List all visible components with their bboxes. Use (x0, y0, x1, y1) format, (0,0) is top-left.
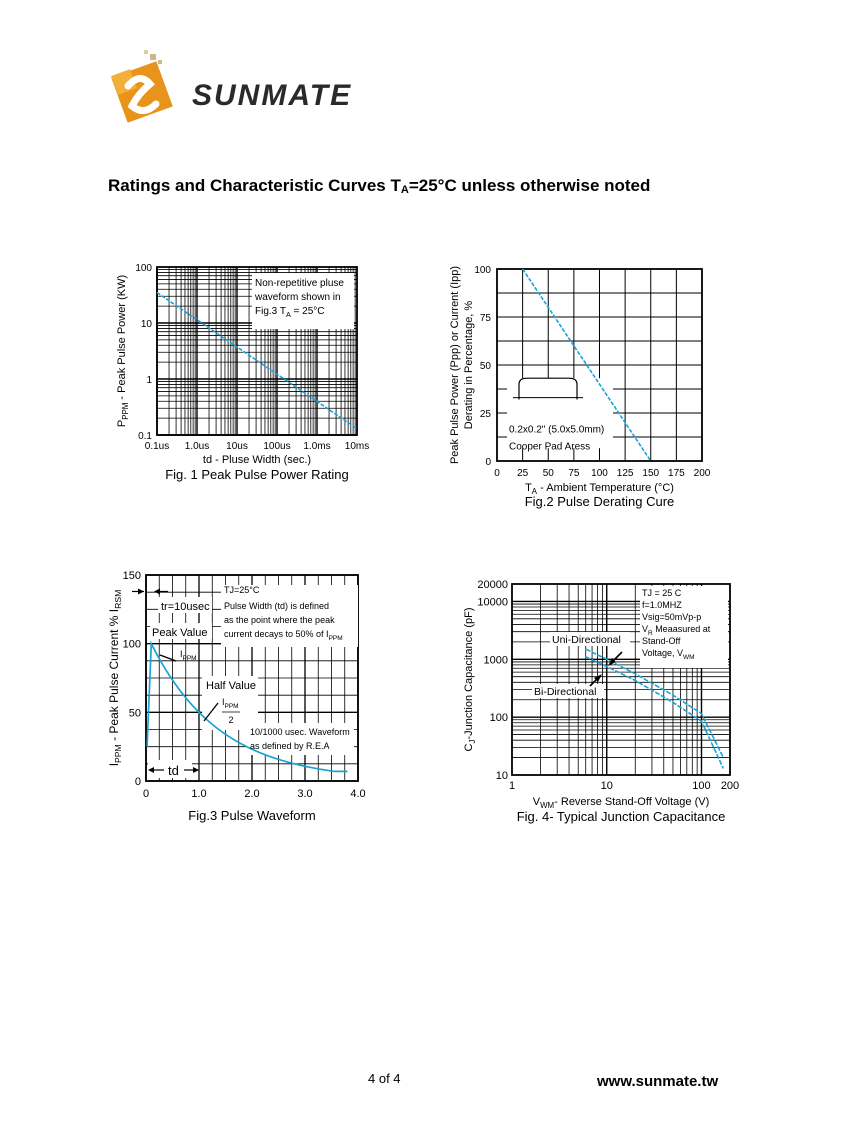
fig4-y-tick: 100 (489, 712, 508, 725)
fig1-x-tick: 10ms (344, 441, 370, 452)
fig2-x-tick: 175 (668, 468, 685, 479)
fig3-arrow-head-icon (193, 767, 199, 773)
fig4-x-tick: 10 (600, 780, 613, 792)
fig3-y-tick: 0 (134, 776, 141, 788)
fig2-annotation-line: 0.2x0.2" (5.0x5.0mm) (509, 424, 605, 436)
fig3-wave-line: 10/1000 usec. Waveform (250, 727, 350, 737)
fig2-annotation-bg (507, 378, 613, 448)
fig1-x-tick: 10us (226, 441, 248, 452)
sunmate-logo (100, 50, 370, 140)
fig3-tj-label: TJ=25°C (224, 585, 260, 595)
fig4-title: Fig. 4- Typical Junction Capacitance (516, 809, 726, 824)
fig3-title: Fig.3 Pulse Waveform (188, 808, 316, 823)
fig2-y-tick: 75 (479, 313, 491, 324)
fig4-x-tick: 1 (508, 780, 516, 792)
fig3-peak-arrow (160, 655, 176, 661)
fig3-pulse-waveform-chart (100, 565, 400, 830)
fig4-y-tick: 10000 (477, 596, 508, 609)
fig1-annotation-line: Fig.3 $T_A = 25^\circ C$ (255, 306, 325, 319)
fig4-y-tick: 10 (495, 770, 508, 782)
fig4-x-label: $V_{WM}-$ Reverse Stand-Off Voltage (V) (532, 796, 710, 810)
fig1-annotation-line: Non-repetitive pluse (255, 278, 344, 289)
fig1-peak-pulse-power-chart (100, 255, 400, 495)
fig4-x-tick: 100 (692, 780, 711, 792)
fig2-x-tick: 100 (591, 468, 608, 479)
fig2-x-tick: 25 (517, 468, 529, 479)
fig1-y-tick: 10 (140, 319, 152, 330)
fig4-x-tick: 200 (720, 780, 740, 792)
logo-mark-icon (111, 50, 173, 123)
fig2-y-tick: 25 (479, 409, 491, 420)
fig3-half-sub: $I_{PPM}$ (222, 697, 239, 710)
page-number: 4 of 4 (368, 1071, 401, 1086)
fig1-y-tick: 100 (135, 263, 152, 274)
logo-wordmark: SUNMATE (192, 79, 353, 112)
website-url: www.sunmate.tw (597, 1073, 719, 1090)
fig3-y-tick: 100 (122, 638, 141, 651)
fig3-arrow-head-icon (154, 588, 160, 594)
fig3-x-tick: 4.0 (350, 788, 366, 800)
fig2-y-tick: 50 (479, 361, 491, 372)
fig4-note-line: Vsig=50mVp-p (642, 612, 702, 622)
fig2-title: Fig.2 Pulse Derating Cure (524, 494, 675, 509)
fig3-def-line: Pulse Width (td) is defined (224, 601, 330, 611)
fig3-x-tick: 0 (142, 788, 150, 800)
fig1-title: Fig. 1 Peak Pulse Power Rating (165, 467, 349, 482)
fig4-y-label: $C_J$-Junction Capacitance (pF) (463, 607, 477, 752)
fig2-y-label: Derating in Percentage, % (463, 300, 475, 430)
fig1-y-tick: 0.1 (138, 431, 152, 442)
fig3-half-label: Half Value (206, 680, 256, 692)
fig3-def-line: current decays to 50% of $I_{PPM}$ (224, 629, 343, 642)
fig3-tr-label: tr=10usec (161, 601, 210, 613)
fig1-x-tick: 1.0ms (303, 441, 331, 452)
fig2-x-tick: 0 (494, 468, 500, 479)
fig4-y-tick: 1000 (483, 654, 508, 667)
fig3-y-tick: 50 (128, 707, 141, 720)
fig4-junction-capacitance-chart (460, 570, 750, 830)
fig4-note-line: TJ = 25 C (642, 588, 682, 598)
fig2-x-label: $T_A$ - Ambient Temperature (°C) (525, 482, 674, 496)
fig1-y-tick: 1 (146, 375, 152, 386)
fig4-y-tick: 20000 (477, 579, 508, 591)
fig3-x-tick: 2.0 (244, 788, 260, 800)
fig1-annotation-line: waveform shown in (255, 292, 341, 303)
fig1-y-label: $P_{PPM}$ - Peak Pulse Power (KW) (116, 274, 130, 428)
fig3-peak-sub: $I_{PPM}$ (180, 649, 197, 662)
fig2-x-tick: 75 (568, 468, 580, 479)
fig3-x-tick: 3.0 (297, 788, 313, 800)
fig2-x-tick: 200 (693, 468, 711, 479)
fig3-def-line: as the point where the peak (224, 615, 335, 625)
fig3-y-label: $I_{PPM}$ - Peak Pulse Current % $I_{RSM}$ (107, 589, 123, 767)
fig2-y-tick: 100 (474, 265, 491, 276)
fig1-x-label: td - Pluse Width (sec.) (202, 454, 312, 466)
fig2-derating-chart (440, 255, 740, 515)
fig3-arrow-head-icon (138, 588, 144, 594)
page-heading: Ratings and Characteristic Curves $T_A=25^\circ C$ unless otherwise noted (108, 176, 651, 196)
fig2-y-tick: 0 (485, 457, 491, 468)
fig4-note-line: f=1.0MHZ (642, 600, 682, 610)
fig3-x-tick: 1.0 (191, 788, 207, 800)
fig1-x-tick: 0.1us (144, 441, 170, 452)
fig3-wave-line: as defined by R.E.A (250, 741, 330, 751)
fig4-bi-label: Bi-Directional (534, 686, 597, 698)
fig2-y-label: Peak Pulse Power (Ppp) or Current (Ipp) (449, 265, 461, 465)
fig3-td-label: td (168, 763, 179, 778)
fig2-annotation-line: Cooper Pad Aress (509, 441, 591, 453)
fig3-peak-label: Peak Value (152, 627, 208, 639)
fig1-x-tick: 1.0us (184, 441, 210, 452)
fig4-uni-label: Uni-Directional (552, 634, 621, 646)
fig4-note-line: Voltage, $V_{WM}$ (642, 648, 695, 661)
fig2-x-tick: 50 (542, 468, 554, 479)
fig3-y-tick: 150 (122, 570, 141, 582)
fig2-x-tick: 125 (616, 468, 634, 479)
fig4-note-line: Stand-Off (642, 636, 681, 646)
fig1-x-tick: 100us (263, 441, 291, 452)
fig4-note-line: $V_R$ Meaasured at (642, 624, 711, 637)
fig3-half-den: 2 (228, 715, 234, 725)
fig2-x-tick: 150 (642, 468, 660, 479)
